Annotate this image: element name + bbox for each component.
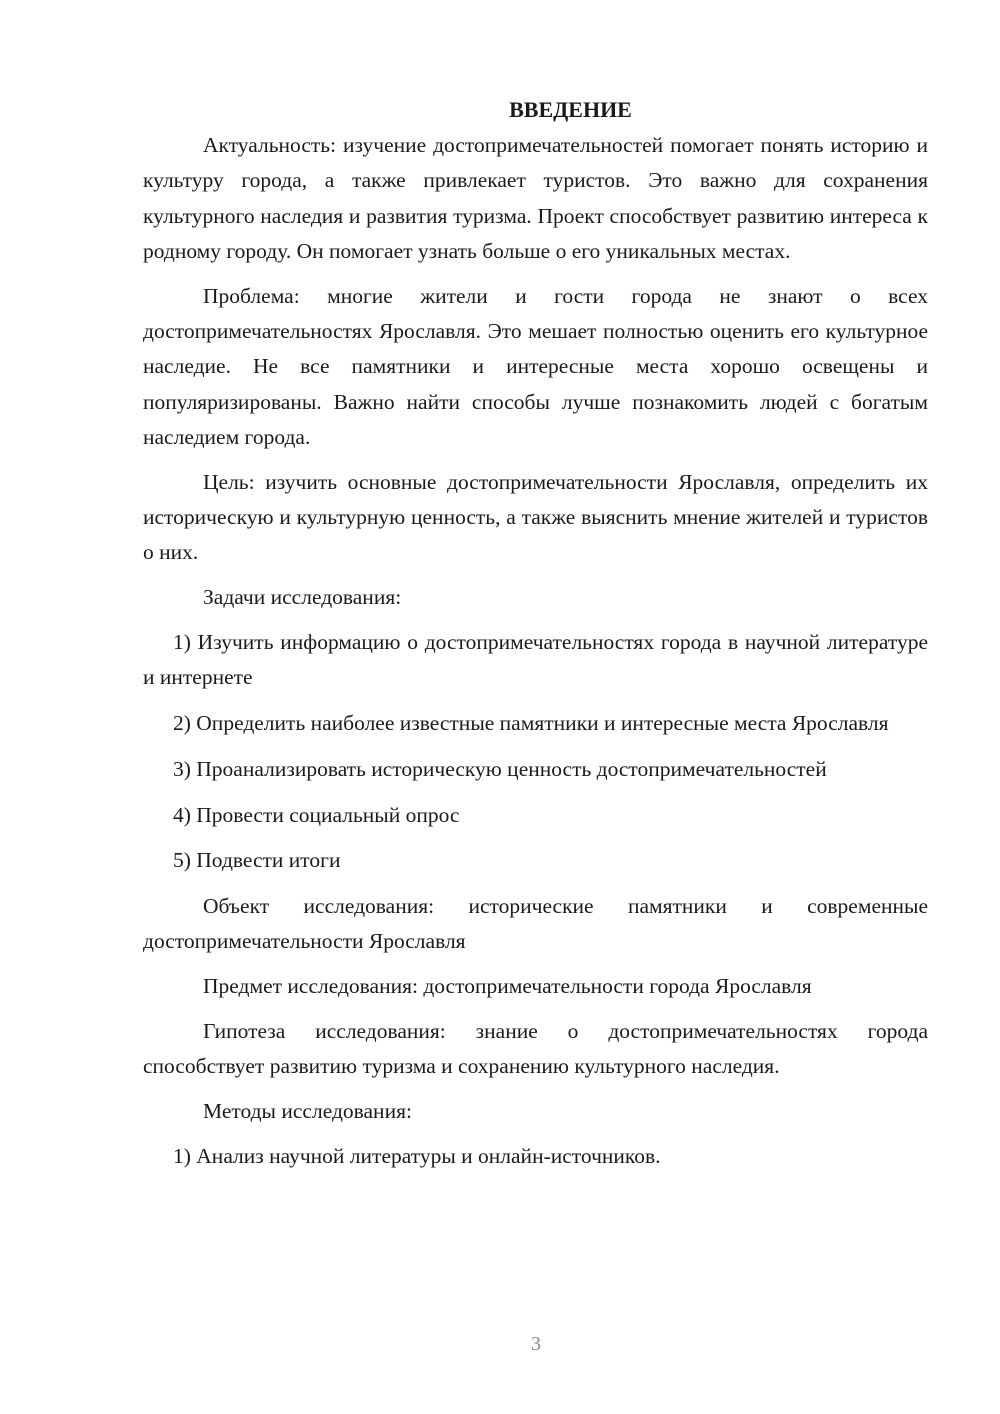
task-item: 5) Подвести итоги (173, 848, 341, 873)
task-item: 2) Определить наиболее известные памятники и интересные места Ярославля (173, 710, 889, 735)
page-number: 3 (531, 1333, 541, 1355)
task-item: 1) Изучить информацию о достопримечательностях города в научной литературе и интернете (143, 629, 928, 690)
tasks-title: Задачи исследования: (203, 585, 402, 610)
task-item: 4) Провести социальный опрос (173, 802, 460, 827)
object-paragraph: Объект исследования: исторические памятники и современные достопримечательности Ярославля (143, 894, 928, 954)
problem-paragraph: Проблема: многие жители и гости города не знают о всех достопримечательностях Ярославля. Это мешает полностью оценить его культурное наследие. Не все памятники и интересные места хорошо освещены и популяризированы. Важно найти способы лучше познакомить людей с богатым наследием города. (143, 283, 928, 449)
method-item: 1) Анализ научной литературы и онлайн-источников. (173, 1143, 661, 1168)
subject-paragraph: Предмет исследования: достопримечательности города Ярославля (203, 974, 812, 999)
document-page (143, 92, 928, 1185)
page-title: ВВЕДЕНИЕ (509, 97, 632, 122)
hypothesis-paragraph: Гипотеза исследования: знание о достопримечательностях города способствует развитию туризма и сохранению культурного наследия. (143, 1019, 928, 1079)
relevance-paragraph: Актуальность: изучение достопримечательностей помогает понять историю и культуру города, а также привлекает туристов. Это важно для сохранения культурного наследия и развития туризма. Проект способствует развитию интереса к родному городу. Он помогает узнать больше о его уникальных местах. (143, 133, 928, 263)
task-item: 3) Проанализировать историческую ценность достопримечательностей (173, 756, 827, 781)
methods-title: Методы исследования: (203, 1099, 412, 1124)
goal-paragraph: Цель: изучить основные достопримечательности Ярославля, определить их историческую и культурную ценность, а также выяснить мнение жителей и туристов о них. (143, 469, 928, 565)
